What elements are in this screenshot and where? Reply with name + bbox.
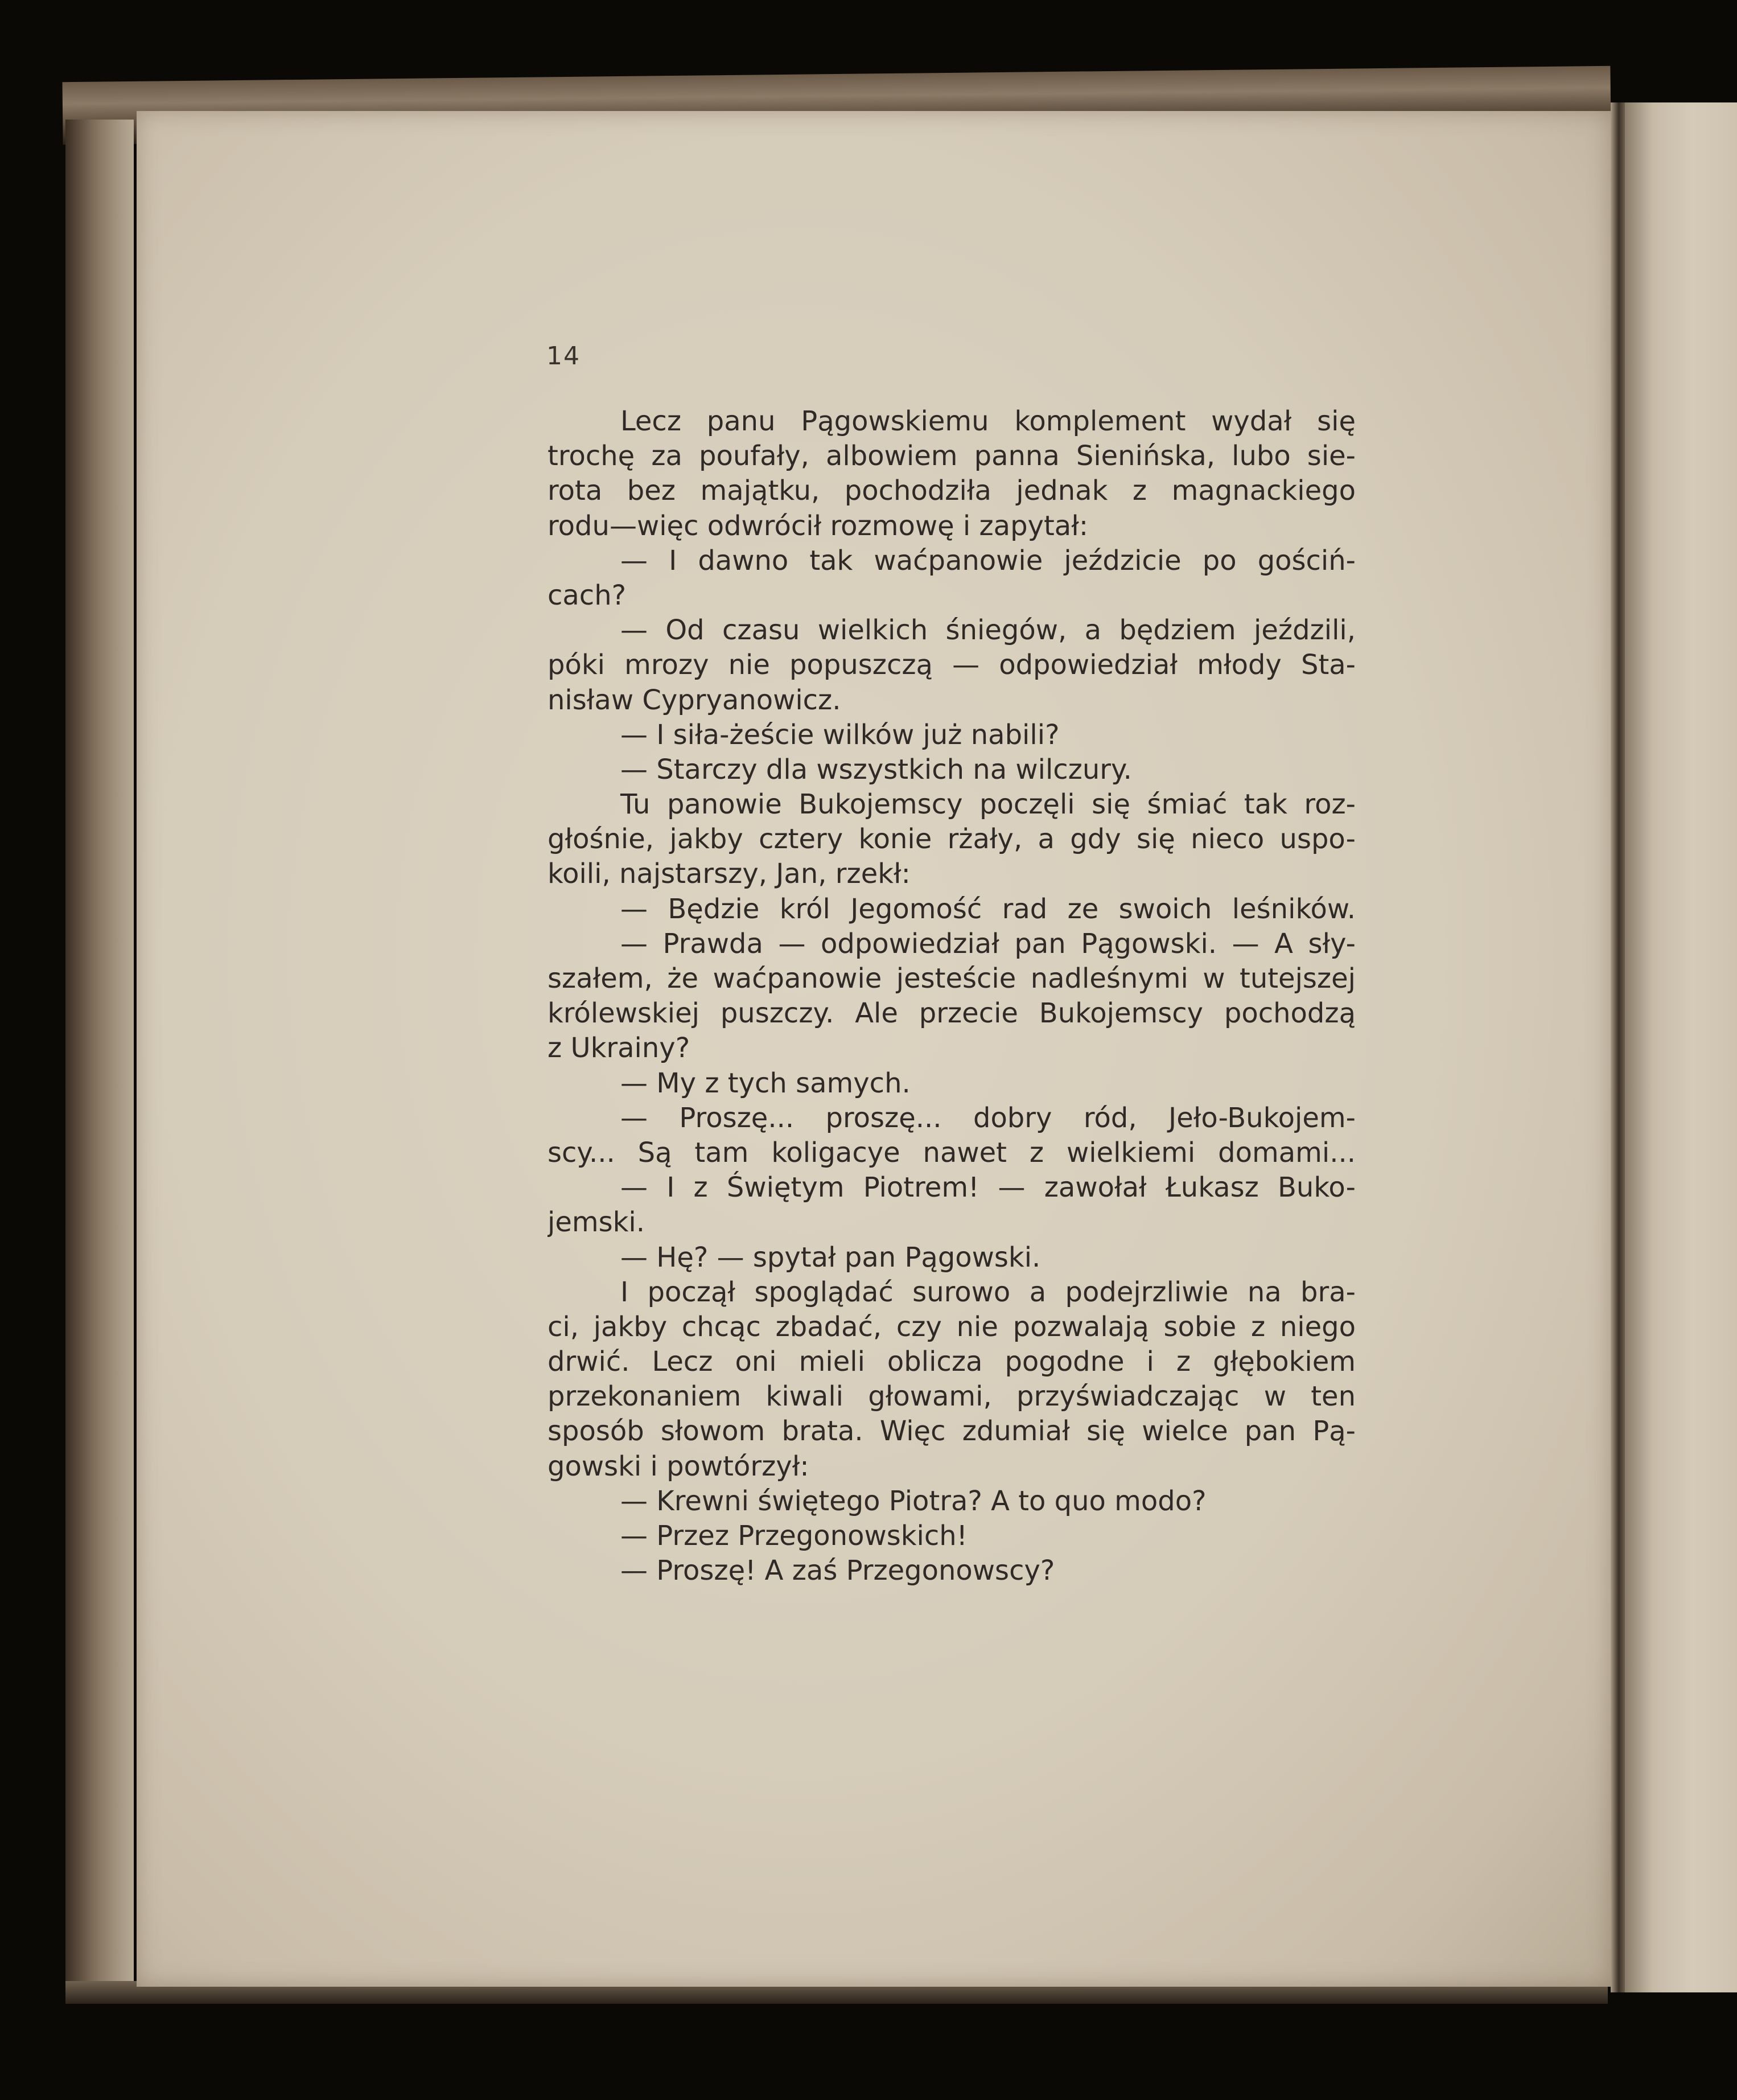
page-text (548, 404, 1356, 1588)
text-line: — I dawno tak waćpanowie jeździcie po gościń- (620, 544, 1356, 577)
text-line: — I siła-żeście wilków już nabili? (620, 718, 1060, 751)
text-line: I począł spoglądać surowo a podejrzliwie na bra- (620, 1276, 1356, 1308)
text-line: Lecz panu Pągowskiemu komplement wydał się (620, 405, 1356, 437)
text-line: — Krewni świętego Piotra? A to quo modo? (620, 1485, 1207, 1517)
text-line: królewskiej puszczy. Ale przecie Bukojemscy pochodzą (548, 997, 1356, 1030)
text-line: sposób słowom brata. Więc zdumiał się wielce pan Pą- (548, 1415, 1356, 1448)
text-line: rota bez majątku, pochodziła jednak z magnackiego (548, 475, 1356, 507)
text-line: póki mrozy nie popuszczą — odpowiedział młody Sta- (548, 649, 1356, 681)
facing-page-edge (1625, 102, 1737, 1992)
text-line: — Hę? — spytał pan Pągowski. (620, 1241, 1041, 1273)
text-line: — Będzie król Jegomość rad ze swoich leśników. (620, 893, 1356, 925)
text-line: Tu panowie Bukojemscy poczęli się śmiać tak roz- (620, 788, 1356, 821)
text-line: głośnie, jakby cztery konie rżały, a gdy się nieco uspo- (548, 823, 1356, 856)
text-line: ci, jakby chcąc zbadać, czy nie pozwalają sobie z niego (548, 1310, 1356, 1343)
text-line: koili, najstarszy, Jan, rzekł: (548, 858, 911, 890)
text-line: drwić. Lecz oni mieli oblicza pogodne i z głębokiem (548, 1346, 1356, 1378)
text-line: scy... Są tam koligacye nawet z wielkiemi domami... (548, 1136, 1356, 1169)
text-line: — I z Świętym Piotrem! — zawołał Łukasz Buko- (620, 1172, 1356, 1204)
text-line: trochę za poufały, albowiem panna Sienińska, lubo sie- (548, 440, 1356, 472)
text-line: jemski. (548, 1206, 645, 1239)
text-line: — Od czasu wielkich śniegów, a będziem jeździli, (620, 614, 1356, 647)
text-line: — Starczy dla wszystkich na wilczury. (620, 753, 1132, 786)
page-number: 14 (546, 342, 581, 371)
text-line: nisław Cypryanowicz. (548, 684, 841, 716)
book-gutter (1611, 102, 1627, 1992)
text-line: rodu—więc odwrócił rozmowę i zapytał: (548, 509, 1089, 542)
text-line: — Przez Przegonowskich! (620, 1520, 968, 1552)
book-cover-left-edge (65, 120, 134, 1992)
text-line: przekonaniem kiwali głowami, przyświadczając w ten (548, 1380, 1356, 1413)
text-line: — Prawda — odpowiedział pan Pągowski. — A sły- (620, 927, 1356, 960)
text-line: gowski i powtórzył: (548, 1450, 809, 1482)
text-line: z Ukrainy? (548, 1032, 690, 1065)
text-line: — Proszę... proszę... dobry ród, Jeło-Bukojem- (620, 1102, 1356, 1134)
text-line: cach? (548, 579, 627, 611)
text-line: — Proszę! A zaś Przegonowscy? (620, 1555, 1055, 1587)
text-line: szałem, że waćpanowie jesteście nadleśnymi w tutejszej (548, 963, 1356, 994)
text-line: — My z tych samych. (620, 1067, 911, 1099)
